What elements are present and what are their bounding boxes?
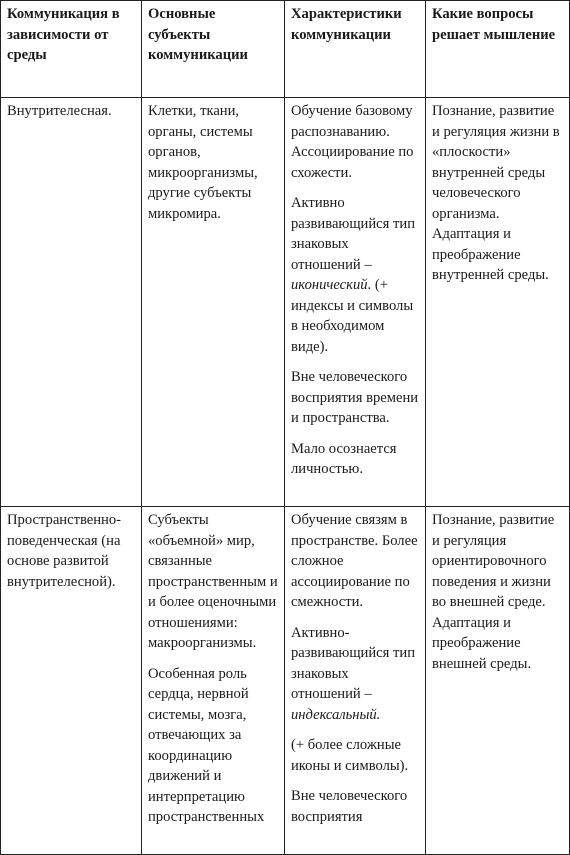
header-environment: Коммуникация в зависимости от среды	[1, 1, 142, 98]
header-row	[1, 1, 570, 98]
cell-thinking: Познание, развитие и регуляция жизни в «плоскости» внутренней среды человеческого организма. Адаптация и преображение внутренней среды.	[426, 98, 570, 507]
sign-type-text: Активно развивающийся тип знаковых отношений –	[291, 195, 416, 273]
header-thinking: Какие вопросы решает мышление	[426, 1, 570, 98]
header-subjects: Основные субъекты коммуникации	[142, 1, 285, 98]
subjects-paragraph: Клетки, ткани, органы, системы органов, микроорганизмы, другие субъекты микромира.	[148, 103, 258, 222]
characteristics-paragraph: (+ более сложные иконы и символы).	[291, 737, 409, 774]
cell-subjects	[142, 98, 285, 507]
subjects-paragraph: Особенная роль сердца, нервной системы, мозга, отвечающих за координацию движений и интерпретацию пространственных	[148, 665, 265, 825]
characteristics-paragraph	[291, 623, 420, 726]
characteristics-paragraph: Обучение базовому распознаванию. Ассоциирование по схожести.	[291, 103, 414, 181]
cell-thinking: Познание, развитие и регуляция ориентировочного поведения и жизни во внешней среде. Адаптация и преображение внешней среды.	[426, 507, 570, 855]
sign-type-text: Активно-развивающийся тип знаковых отношений –	[291, 624, 416, 702]
characteristics-paragraph: Вне человеческого восприятия времени и пространства.	[291, 369, 419, 426]
table-row	[1, 98, 570, 507]
characteristics-paragraph	[291, 193, 420, 357]
sign-type-term: индексальный.	[291, 706, 381, 723]
header-characteristics: Характеристики коммуникации	[285, 1, 426, 98]
characteristics-paragraph: Мало осознается личностью.	[291, 440, 397, 477]
cell-environment: Внутрителесная.	[1, 98, 142, 507]
cell-characteristics	[285, 507, 426, 855]
subjects-paragraph: Субъекты «объемной» мир, связанные пространственным и и более оценочными отношениями: макроорганизмы.	[148, 512, 278, 651]
sign-type-term: иконический	[291, 277, 368, 293]
cell-environment: Пространственно-поведенческая (на основе развитой внутрителесной).	[1, 507, 142, 855]
characteristics-paragraph: Вне человеческого восприятия	[291, 788, 408, 825]
cell-characteristics	[285, 98, 426, 507]
characteristics-paragraph: Обучение связям в пространстве. Более сложное ассоциирование по смежности.	[291, 512, 418, 610]
cell-subjects	[142, 507, 285, 855]
table-row	[1, 507, 570, 855]
sign-type-note: . (+ индексы и символы в необходимом виде).	[291, 277, 414, 355]
